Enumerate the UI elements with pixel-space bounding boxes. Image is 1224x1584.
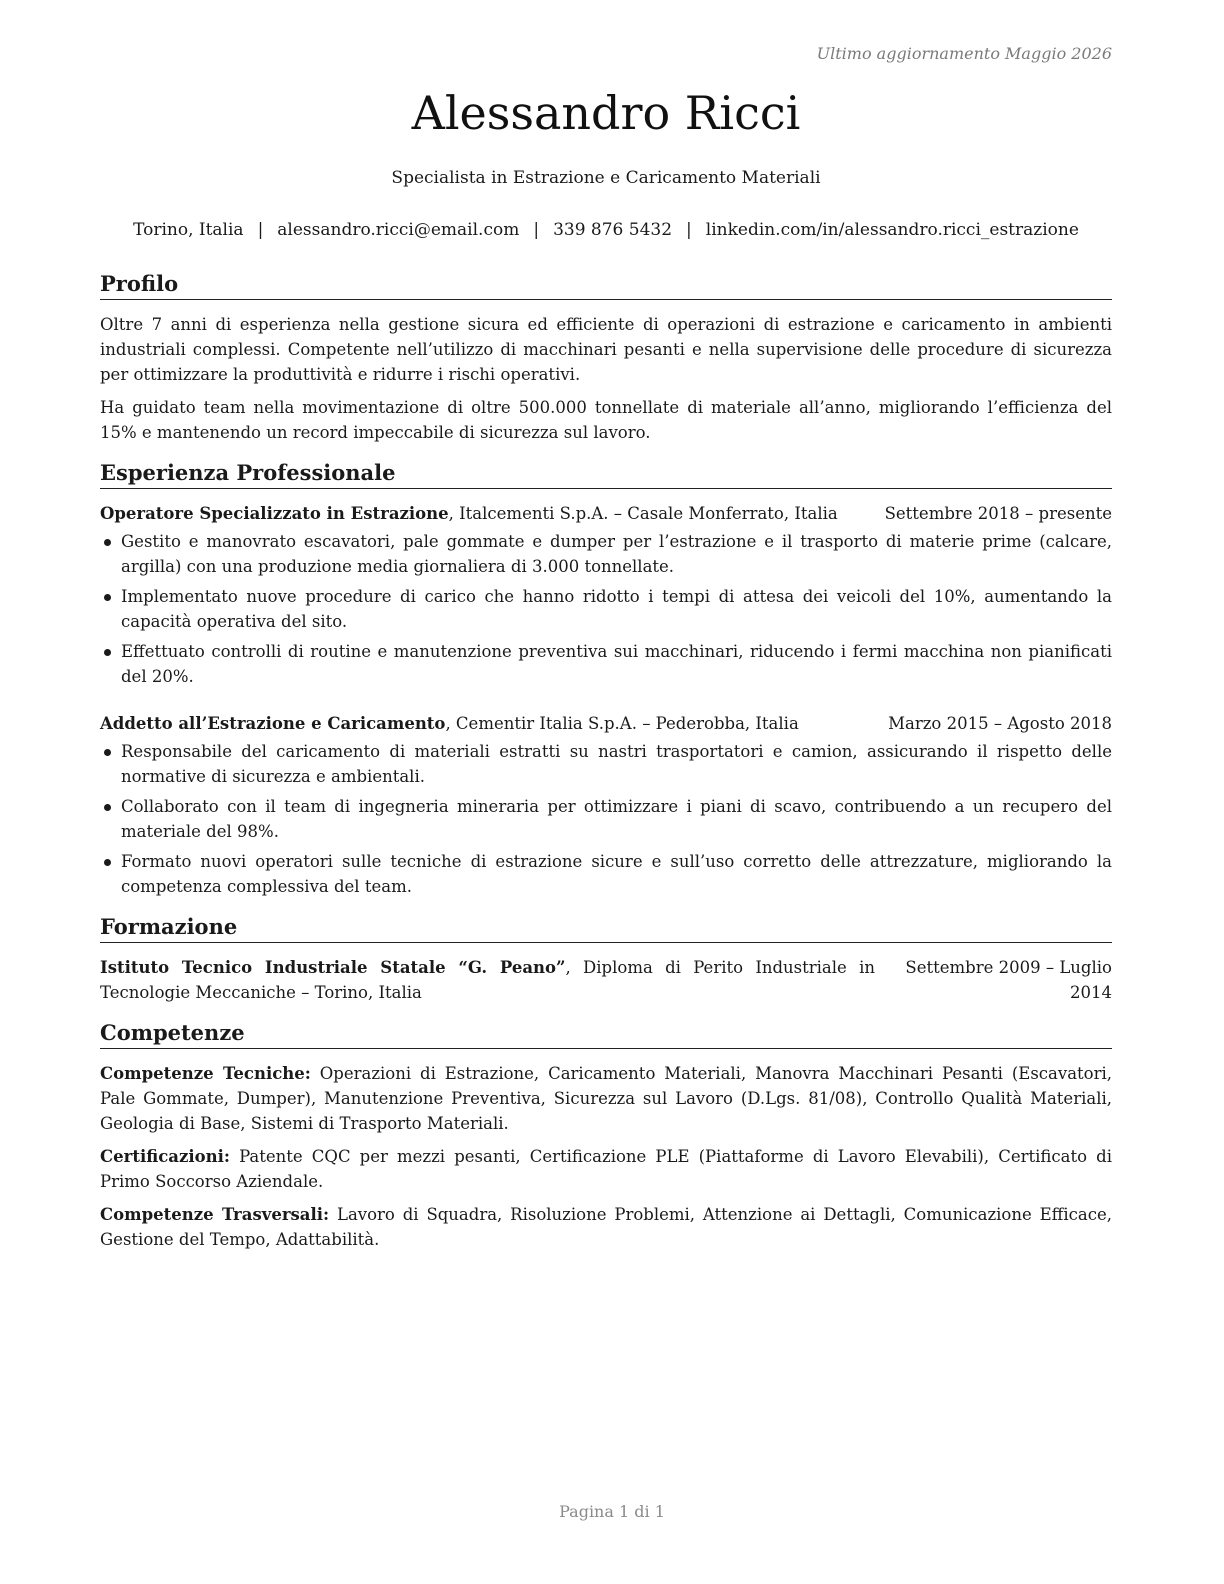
job-bullets	[100, 529, 1112, 689]
contact-line	[100, 220, 1112, 240]
job-entry	[100, 501, 1112, 689]
job-title-line	[100, 501, 838, 526]
education-section	[100, 913, 1112, 1005]
profile-section	[100, 270, 1112, 445]
skill-label: Certificazioni:	[100, 1147, 230, 1166]
education-dates: Settembre 2009 – Luglio 2014	[905, 958, 1112, 1002]
contact-phone[interactable]: 339 876 5432	[553, 220, 673, 240]
resume-content	[100, 270, 1112, 1266]
job-dates: Settembre 2018 – presente	[884, 504, 1112, 523]
section-title-education: Formazione	[100, 913, 1112, 943]
skill-label: Competenze Trasversali:	[100, 1205, 330, 1224]
skills-section	[100, 1019, 1112, 1252]
page-number: Pagina 1 di 1	[559, 1502, 665, 1521]
job-header	[100, 711, 1112, 736]
job-company: , Italcementi S.p.A. – Casale Monferrato, Italia	[448, 504, 838, 523]
job-bullet: Formato nuovi operatori sulle tecniche di estrazione sicure e sull’uso corretto delle attrezzature, migliorando la competenza complessiva del team.	[100, 849, 1112, 899]
job-bullet: Collaborato con il team di ingegneria mineraria per ottimizzare i piani di scavo, contribuendo a un recupero del materiale del 98%.	[100, 794, 1112, 844]
last-updated: Ultimo aggiornamento Maggio 2026	[816, 44, 1112, 63]
education-degree: , Diploma di Perito Industriale in Tecnologie Meccaniche – Torino, Italia	[100, 958, 875, 1002]
section-title-experience: Esperienza Professionale	[100, 459, 1112, 489]
person-name: Alessandro Ricci	[411, 86, 801, 140]
job-role: Addetto all’Estrazione e Caricamento	[100, 714, 446, 733]
contact-email[interactable]: alessandro.ricci@email.com	[277, 220, 520, 240]
job-title-line	[100, 711, 799, 736]
skill-label: Competenze Tecniche:	[100, 1064, 311, 1083]
contact-separator: |	[257, 220, 264, 240]
skill-text: Operazioni di Estrazione, Caricamento Materiali, Manovra Macchinari Pesanti (Escavatori, Pale Gommate, Dumper), Manutenzione Preventiva, Sicurezza sul Lavoro (D.Lgs. 81/08), Controllo Qualità Materiali, Geologia di Base, Sistemi di Trasporto Materiali.	[100, 1064, 1113, 1133]
contact-location: Torino, Italia	[133, 220, 244, 240]
job-header	[100, 501, 1112, 526]
education-entry	[100, 955, 1112, 1005]
skill-row	[100, 1061, 1112, 1136]
skill-text: Patente CQC per mezzi pesanti, Certificazione PLE (Piattaforme di Lavoro Elevabili), Certificato di Primo Soccorso Aziendale.	[100, 1147, 1112, 1191]
job-dates: Marzo 2015 – Agosto 2018	[888, 714, 1112, 733]
job-bullet: Implementato nuove procedure di carico che hanno ridotto i tempi di attesa dei veicoli del 10%, aumentando la capacità operativa del sito.	[100, 584, 1112, 634]
job-company: , Cementir Italia S.p.A. – Pederobba, Italia	[445, 714, 799, 733]
profile-paragraph: Ha guidato team nella movimentazione di oltre 500.000 tonnellate di materiale all’anno, migliorando l’efficienza del 15% e mantenendo un record impeccabile di sicurezza sul lavoro.	[100, 398, 1112, 442]
section-title-profile: Profilo	[100, 270, 1112, 300]
education-main	[100, 955, 875, 1005]
section-title-skills: Competenze	[100, 1019, 1112, 1049]
job-bullet: Gestito e manovrato escavatori, pale gommate e dumper per l’estrazione e il trasporto di materie prime (calcare, argilla) con una produzione media giornaliera di 3.000 tonnellate.	[100, 529, 1112, 579]
education-school: Istituto Tecnico Industriale Statale “G. Peano”	[100, 958, 566, 977]
job-role: Operatore Specializzato in Estrazione	[100, 504, 449, 523]
job-bullet: Responsabile del caricamento di materiali estratti su nastri trasportatori e camion, assicurando il rispetto delle normative di sicurezza e ambientali.	[100, 739, 1112, 789]
profile-paragraph: Oltre 7 anni di esperienza nella gestione sicura ed efficiente di operazioni di estrazione e caricamento in ambienti industriali complessi. Competente nell’utilizzo di macchinari pesanti e nella supervisione delle procedure di sicurezza per ottimizzare la produttività e ridurre i rischi operativi.	[100, 315, 1112, 384]
experience-section	[100, 459, 1112, 899]
contact-separator: |	[686, 220, 692, 240]
job-bullet: Effettuato controlli di routine e manutenzione preventiva sui macchinari, riducendo i fermi macchina non pianificati del 20%.	[100, 639, 1112, 689]
contact-separator: |	[533, 220, 540, 240]
skill-row	[100, 1202, 1112, 1252]
skill-text: Lavoro di Squadra, Risoluzione Problemi, Attenzione ai Dettagli, Comunicazione Efficace, Gestione del Tempo, Adattabilità.	[100, 1205, 1113, 1249]
job-headline: Specialista in Estrazione e Caricamento Materiali	[391, 168, 821, 188]
job-entry	[100, 711, 1112, 899]
job-bullets	[100, 739, 1112, 899]
contact-linkedin[interactable]: linkedin.com/in/alessandro.ricci_estrazione	[705, 220, 1079, 240]
skill-row	[100, 1144, 1112, 1194]
